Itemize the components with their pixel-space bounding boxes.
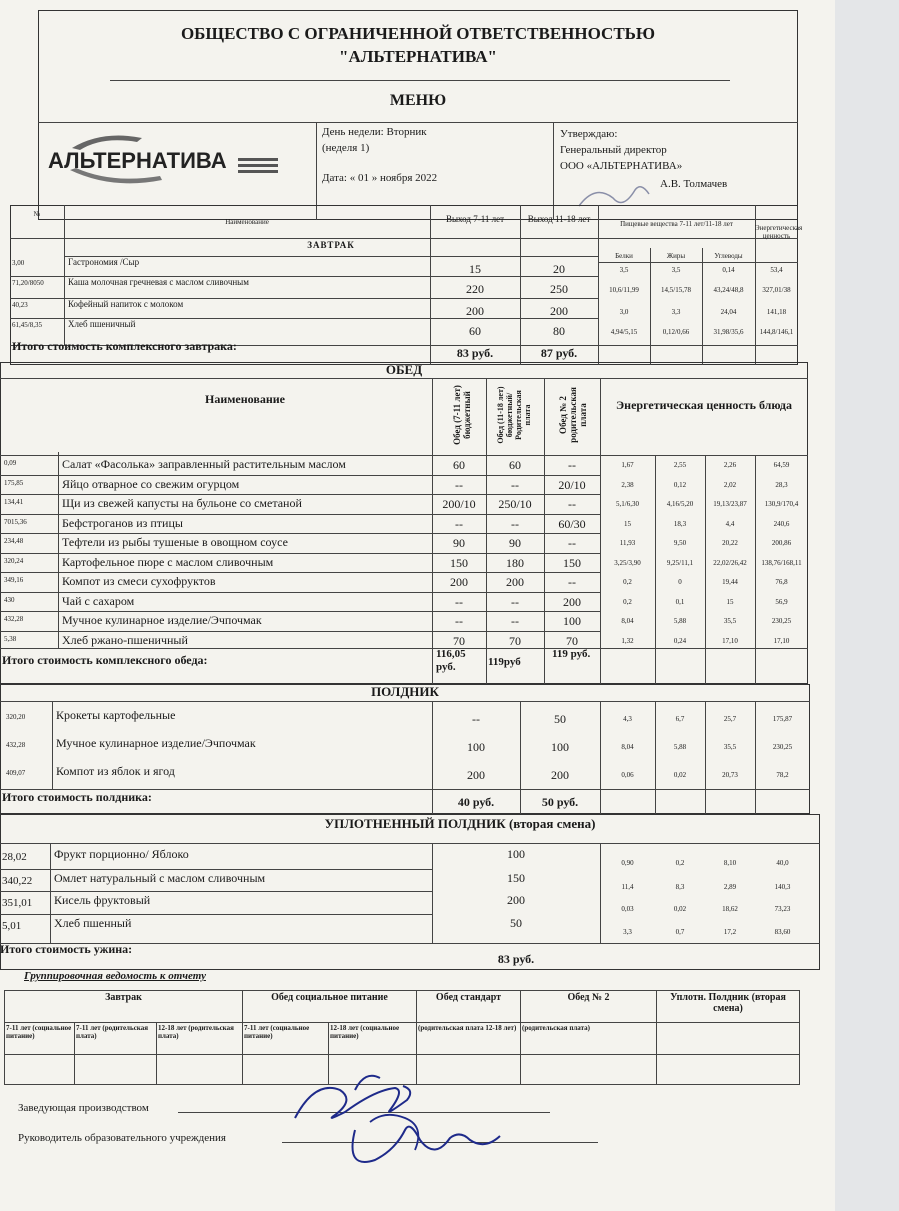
company-logo [42,128,282,198]
lunch-row-b: 60 [509,458,521,472]
lunch-row-carbs: 17,10 [722,636,738,645]
signature-line2-label: Руководитель образовательного учреждения [18,1132,226,1144]
lunch-row-protein: 11,93 [619,539,636,547]
dense-row-fat: 0,02 [673,905,687,913]
dense-row-no: 340,22 [2,875,33,887]
breakfast-total-1: 83 руб. [456,346,494,360]
lunch-row-protein: 1,32 [621,636,634,645]
dense-row-energy: 40,0 [776,859,789,867]
lunch-row-carbs: 2,02 [723,480,737,489]
bf-row-out1: 200 [466,304,484,318]
bf-row-out2: 200 [550,304,568,318]
col-no-header: № [33,210,41,218]
lunch-row-b: 250/10 [498,497,532,511]
snack-row-protein: 4,3 [623,715,632,723]
lunch-row-protein: 8,04 [621,617,634,625]
bf-row-protein: 10,6/11,99 [609,286,639,294]
bf-row-no: 40,23 [12,301,28,309]
report-h-std: Обед стандарт [417,991,521,1023]
snack-row-b: 200 [551,768,569,782]
lunch-row-name: Яйцо отварное со свежим огурцом [62,476,240,491]
lunch-row-carbs: 22,02/26,42 [713,558,747,567]
lunch-row-a: 150 [450,555,468,570]
lunch-row-fat: 2,55 [673,461,687,469]
lunch-row-energy: 230,25 [771,617,792,625]
lunch-row-protein: 0,2 [623,597,632,606]
lunch-row-name: Мучное кулинарное изделие/Эчпочмак [62,613,262,627]
bf-row-carbs: 24,04 [720,308,737,316]
lunch-row-name: Тефтели из рыбы тушеные в овощном соусе [62,535,288,549]
snack-row-name: Крокеты картофельные [56,708,176,722]
lunch-row-a: 60 [453,458,465,472]
snack-row-fat: 0,02 [673,771,687,779]
approve-line1: Утверждаю: [560,128,618,140]
dense-row-carbs: 17,2 [723,928,737,936]
snack-row-protein: 0,06 [621,771,634,779]
lunch-row-c: 100 [563,614,581,628]
bf-row-out2: 20 [553,262,565,276]
breakfast-title: ЗАВТРАК [307,240,355,250]
lunch-row-no: 7015,36 [4,517,27,526]
lunch-row-protein: 1,67 [621,461,634,469]
bf-row-no: 71,20/8050 [12,279,44,287]
snack-row-b: 50 [554,712,566,726]
lunch-row-energy: 64,59 [773,461,790,469]
snack-row-protein: 8,04 [621,743,634,751]
lunch-title: ОБЕД [385,362,423,377]
report-h-breakfast: Завтрак [5,991,243,1023]
bf-row-protein: 3,0 [619,308,629,316]
bf-row-name: Хлеб пшеничный [68,319,136,329]
lunch-row-fat: 9,50 [673,539,687,547]
snack-row-name: Компот из яблок и ягод [56,764,175,778]
lunch-row-carbs: 2,26 [723,461,737,469]
lunch-row-c: 70 [566,633,578,648]
lunch-row-energy: 76,8 [775,578,788,586]
dense-row-carbs: 2,89 [723,883,737,891]
bf-row-out1: 60 [469,324,481,338]
dense-total: 83 руб. [497,952,535,966]
lunch-row-c: 60/30 [558,516,586,531]
logo-text: АЛЬТЕРНАТИВА [48,148,227,173]
dense-row-no: 351,01 [2,897,33,909]
lunch-row-fat: 0 [678,578,682,586]
handwritten-signature [285,1060,525,1185]
snack-total-b: 50 руб. [541,795,579,809]
col-name-header: Наименование [225,218,269,226]
snack-total-a: 40 руб. [457,795,495,809]
col-out2-header: Выход 11-18 лет [527,214,591,224]
lunch-row-c: 200 [563,594,581,609]
report-h-lunch2: Обед № 2 [521,991,657,1023]
dense-row-protein: 11,4 [621,883,634,891]
lunch-row-name: Чай с сахаром [62,593,135,608]
lunch-row-no: 234,48 [4,537,24,545]
bf-row-out2: 80 [553,324,565,338]
divider [38,122,798,123]
lunch-row-name: Картофельное пюре с маслом сливочным [62,554,274,569]
lunch-row-no: 0,09 [4,459,17,467]
report-sub-7: (родительская плата) [521,1023,657,1055]
lunch-row-c: 20/10 [558,477,586,492]
lunch-col-c: Обед № 2 родительская плата [558,387,588,443]
dense-row-protein: 3,3 [623,928,632,936]
lunch-row-b: 200 [506,575,524,589]
lunch-row-no: 320,24 [4,556,24,565]
lunch-row-fat: 0,12 [673,480,687,489]
dense-row-no: 28,02 [2,851,27,863]
lunch-row-protein: 15 [624,519,631,528]
lunch-row-fat: 18,3 [673,519,687,528]
lunch-row-energy: 56,9 [775,597,788,606]
day-label: День недели: Вторник [322,126,427,138]
lunch-row-energy: 17,10 [773,636,790,645]
breakfast-total-label: Итого стоимость комплексного завтрака: [12,339,237,353]
org-name-line2: "АЛЬТЕРНАТИВА" [339,47,497,66]
approve-line3: ООО «АЛЬТЕРНАТИВА» [560,160,683,172]
signature-line1-label: Заведующая производством [18,1102,149,1114]
bf-row-fat: 14,5/15,78 [661,286,691,294]
dense-row-protein: 0,03 [621,905,634,913]
bf-row-out1: 15 [469,262,481,276]
lunch-row-energy: 130,9/170,4 [764,500,799,508]
lunch-row-carbs: 35,5 [723,617,737,625]
dense-row-no: 5,01 [2,920,22,932]
lunch-row-name: Компот из смеси сухофруктов [62,574,216,588]
lunch-col-name: Наименование [205,392,285,406]
nutr-header-fat: Жиры [666,252,686,260]
lunch-row-name: Бефстроганов из птицы [62,515,183,530]
lunch-row-name: Щи из свежей капусты на бульоне со сметаной [62,496,302,510]
snack-row-fat: 5,88 [673,743,687,751]
approve-line4: А.В. Толмачев [660,178,728,190]
lunch-row-a: 200/10 [442,497,476,511]
bf-row-energy: 327,01/38 [762,286,791,294]
dense-row-a: 100 [507,847,525,861]
lunch-row-b: -- [511,516,519,531]
report-sub-2: 7-11 лет (родительская плата) [75,1023,157,1055]
lunch-row-fat: 0,1 [675,597,685,606]
snack-row-energy: 230,25 [772,743,793,751]
lunch-row-carbs: 19,13/23,87 [713,500,747,508]
lunch-row-a: -- [455,614,463,628]
col-energy-header: Энергетическая ценность [755,224,803,240]
lunch-row-b: -- [511,594,519,609]
lunch-row-a: 200 [450,575,468,589]
bf-row-fat: 3,3 [671,308,681,316]
snack-row-carbs: 20,73 [722,771,738,779]
lunch-row-carbs: 4,4 [725,519,735,528]
lunch-total-label: Итого стоимость комплексного обеда: [2,653,208,667]
bf-row-name: Каша молочная гречневая с маслом сливочным [68,277,249,287]
dense-snack-title: УПЛОТНЕННЫЙ ПОЛДНИК (вторая смена) [324,816,596,831]
lunch-row-fat: 5,88 [673,617,687,625]
snack-total-label: Итого стоимость полдника: [2,790,152,804]
lunch-row-energy: 200,86 [771,539,792,547]
nutr-header-carbs: Углеводы [714,252,743,260]
dense-row-carbs: 18,62 [722,905,738,913]
lunch-row-c: -- [568,536,576,550]
bf-row-name: Гастрономия /Сыр [68,257,140,267]
lunch-row-a: -- [455,477,463,492]
bf-row-fat: 3,5 [671,266,681,274]
dense-row-a: 200 [507,893,525,907]
report-title: Группировочная ведомость к отчету [24,970,206,982]
menu-title: МЕНЮ [389,92,447,109]
dense-row-energy: 83,60 [774,928,791,936]
dense-row-name: Кисель фруктовый [54,893,151,907]
dense-row-fat: 0,2 [675,859,685,867]
approve-line2: Генеральный директор [560,144,667,156]
dense-row-name: Фрукт порционно/ Яблоко [54,847,189,861]
lunch-col-a: Обед (7-11 лет) бюджетный [452,385,472,445]
bf-row-carbs: 43,24/48,8 [713,286,744,294]
lunch-row-protein: 2,38 [621,480,634,489]
snack-row-name: Мучное кулинарное изделие/Эчпочмак [56,736,256,750]
bf-row-energy: 141,18 [766,308,787,316]
lunch-row-no: 430 [4,595,15,604]
lunch-row-fat: 0,24 [673,636,687,645]
col-out1-header: Выход 7-11 лет [445,214,505,224]
lunch-row-a: 70 [453,633,465,648]
snack-row-carbs: 25,7 [723,715,737,723]
lunch-row-carbs: 19,44 [722,578,738,586]
org-name-line1: ОБЩЕСТВО С ОГРАНИЧЕННОЙ ОТВЕТСТВЕННОСТЬЮ [180,24,656,43]
col-nutr-header: Пищевые вещества 7-11 лет/11-18 лет [620,220,733,228]
snack-row-no: 409,07 [6,769,26,777]
date-label: Дата: « 01 » ноября 2022 [322,172,438,184]
lunch-row-a: -- [455,594,463,609]
snack-row-fat: 6,7 [675,715,685,723]
dense-row-a: 50 [510,916,522,930]
lunch-row-b: 70 [509,633,521,648]
divider [110,80,730,81]
bf-row-carbs: 0,14 [722,266,735,274]
bf-row-energy: 53,4 [770,266,783,274]
bf-row-protein: 3,5 [619,266,629,274]
lunch-row-no: 175,85 [4,478,24,487]
lunch-row-no: 5,38 [4,634,17,643]
lunch-row-a: 90 [453,536,465,550]
dense-row-fat: 0,7 [675,928,685,936]
snack-row-a: 200 [467,768,485,782]
lunch-row-energy: 138,76/168,11 [761,558,802,567]
bf-row-protein: 4,94/5,15 [610,328,638,336]
dense-total-label: Итого стоимость ужина: [0,942,133,956]
snack-row-no: 320,20 [6,713,26,721]
bf-row-name: Кофейный напиток с молоком [68,299,184,309]
lunch-row-b: 180 [506,555,524,570]
lunch-row-protein: 0,2 [623,578,632,586]
lunch-row-b: -- [511,477,519,492]
report-sub-4: 7-11 лет (социальное питание) [243,1023,329,1055]
lunch-row-no: 432,28 [4,615,24,623]
lunch-total-b: 119руб [488,656,521,668]
report-sub-1: 7-11 лет (социальное питание) [5,1023,75,1055]
report-h-lunch: Обед социальное питание [243,991,417,1023]
bf-row-out1: 220 [466,282,484,296]
snack-row-b: 100 [551,740,569,754]
snack-row-carbs: 35,5 [723,743,737,751]
lunch-row-name: Салат «Фасолька» заправленный растительным маслом [62,457,346,471]
lunch-total-a: 116,05 руб. [436,648,466,673]
lunch-row-protein: 3,25/3,90 [614,558,641,567]
lunch-total-c: 119 руб. [552,648,591,660]
breakfast-total-2: 87 руб. [540,346,578,360]
lunch-row-fat: 9,25/11,1 [666,558,694,567]
lunch-row-c: -- [568,458,576,472]
lunch-row-c: -- [568,575,576,589]
lunch-col-energy: Энергетическая ценность блюда [616,398,792,412]
report-sub-5: 12-18 лет (социальное питание) [329,1023,417,1055]
bf-row-no: 3,00 [12,259,25,267]
bf-row-out2: 250 [550,282,568,296]
dense-row-name: Омлет натуральный с маслом сливочным [54,871,266,885]
lunch-row-a: -- [455,516,463,531]
lunch-col-b: Обед (11-18 лет) бюджетный/ Родительская плата [496,386,532,444]
dense-row-fat: 8,3 [675,883,685,891]
dense-row-a: 150 [507,871,525,885]
lunch-row-fat: 4,16/5,20 [666,500,694,508]
lunch-row-c: 150 [563,555,581,570]
lunch-row-c: -- [568,497,576,511]
dense-row-protein: 0,90 [621,859,634,867]
dense-row-energy: 73,23 [774,905,791,913]
report-h-dense: Уплотн. Полдник (вторая смена) [657,991,800,1023]
lunch-row-no: 134,41 [4,498,24,506]
dense-row-carbs: 8,10 [723,859,737,867]
bf-row-no: 61,45/8,35 [12,321,42,329]
lunch-row-carbs: 15 [726,597,734,606]
bf-row-energy: 144,8/146,1 [759,328,794,336]
dense-row-name: Хлеб пшенный [54,916,132,930]
lunch-row-b: 90 [509,536,521,550]
report-sub-3: 12-18 лет (родительская плата) [157,1023,243,1055]
lunch-row-energy: 240,6 [773,519,790,528]
bf-row-fat: 0,12/0,66 [662,328,690,336]
lunch-row-name: Хлеб ржано-пшеничный [62,632,188,647]
snack-row-a: -- [472,712,480,726]
lunch-row-energy: 28,3 [775,480,788,489]
week-label: (неделя 1) [322,142,370,154]
lunch-row-carbs: 20,22 [722,539,738,547]
lunch-row-no: 349,16 [4,576,24,584]
snack-row-a: 100 [467,740,485,754]
snack-title: ПОЛДНИК [371,684,439,699]
snack-row-no: 432,28 [6,741,26,749]
report-sub-6: (родительская плата 12-18 лет) [417,1023,521,1055]
nutr-header-protein: Белки [615,252,633,260]
snack-row-energy: 175,87 [772,715,793,723]
background-surface [835,0,899,1211]
lunch-row-protein: 5,1/6,30 [616,500,639,508]
dense-row-energy: 140,3 [774,883,791,891]
snack-row-energy: 78,2 [776,771,789,779]
lunch-row-b: -- [511,614,519,628]
bf-row-carbs: 31,98/35,6 [713,328,744,336]
report-sub-8 [657,1023,800,1055]
